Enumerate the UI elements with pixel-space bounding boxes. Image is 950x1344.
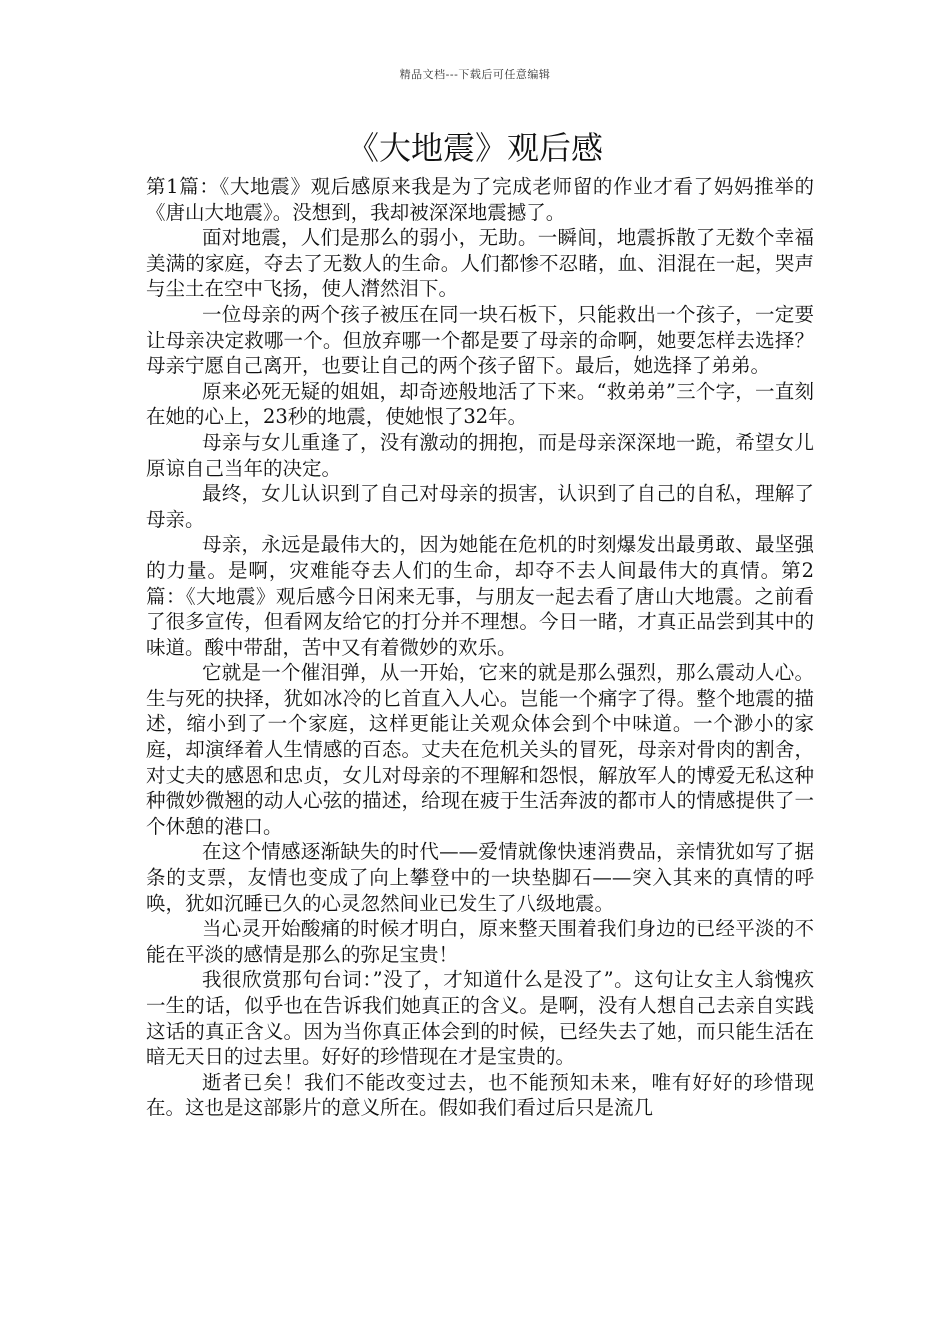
paragraph-10: 当心灵开始酸痛的时候才明白，原来整天围着我们身边的已经平淡的不能在平淡的感情是那么的弥足宝贵！ — [146, 917, 814, 966]
paragraph-1: 第1篇：《大地震》观后感原来我是为了完成老师留的作业才看了妈妈推举的《唐山大地震》。没想到，我却被深深地震撼了。 — [146, 175, 814, 224]
document-body — [146, 174, 814, 1121]
document-title: 《大地震》观后感 — [346, 129, 603, 167]
paragraph-12: 逝者已矣！我们不能改变过去，也不能预知未来，唯有好好的珍惜现在。这也是这部影片的意义所在。假如我们看过后只是流几 — [146, 1070, 814, 1120]
paragraph-7: 母亲，永远是最伟大的，因为她能在危机的时刻爆发出最勇敢、最坚强的力量。是啊，灾难能夺去人们的生命，却夺不去人间最伟大的真情。第2篇：《大地震》观后感今日闲来无事，与朋友一起去看了唐山大地震。之前看了很多宣传，但看网友给它的打分并不理想。今日一睹，才真正品尝到其中的味道。酸中带甜，苦中又有着微妙的欢乐。 — [146, 533, 814, 659]
paragraph-6: 最终，女儿认识到了自己对母亲的损害，认识到了自己的自私，理解了母亲。 — [146, 482, 814, 531]
paragraph-8: 它就是一个催泪弹，从一开始，它来的就是那么强烈，那么震动人心。生与死的抉择，犹如冰冷的匕首直入人心。岂能一个痛字了得。整个地震的描述，缩小到了一个家庭，这样更能让关观众体会到个中味道。一个渺小的家庭，却演绎着人生情感的百态。丈夫在危机关头的冒死，母亲对骨肉的割舍，对丈夫的感恩和忠贞，女儿对母亲的不理解和怨恨，解放军人的博爱无私这种种微妙微翘的动人心弦的描述，给现在疲于生活奔波的都市人的情感提供了一个休憩的港口。 — [146, 661, 814, 838]
paragraph-5: 母亲与女儿重逢了，没有激动的拥抱，而是母亲深深地一跪，希望女儿原谅自己当年的决定。 — [146, 430, 814, 480]
paragraph-2: 面对地震，人们是那么的弱小，无助。一瞬间，地震拆散了无数个幸福美满的家庭，夺去了无数人的生命。人们都惨不忍睹，血、泪混在一起，哭声与尘土在空中飞扬，使人潸然泪下。 — [146, 226, 814, 301]
paragraph-11: 我很欣赏那句台词：”没了，才知道什么是没了”。这句让女主人翁愧疚一生的话，似乎也在告诉我们她真正的含义。是啊，没有人想自己去亲自实践这话的真正含义。因为当你真正体会到的时候，已经失去了她，而只能生活在暗无天日的过去里。好好的珍惜现在才是宝贵的。 — [146, 968, 814, 1069]
header-note: 精品文档---下载后可任意编辑 — [399, 68, 551, 81]
paragraph-3: 一位母亲的两个孩子被压在同一块石板下，只能救出一个孩子，一定要让母亲决定救哪一个。但放弃哪一个都是要了母亲的命啊，她要怎样去选择？母亲宁愿自己离开，也要让自己的两个孩子留下。最后，她选择了弟弟。 — [146, 302, 814, 378]
paragraph-9: 在这个情感逐渐缺失的时代——爱情就像快速消费品，亲情犹如写了据条的支票，友情也变成了向上攀登中的一块垫脚石——突入其来的真情的呼唤，犹如沉睡已久的心灵忽然间业已发生了八级地震。 — [146, 840, 814, 915]
paragraph-4: 原来必死无疑的姐姐，却奇迹般地活了下来。“救弟弟”三个字，一直刻在她的心上，23秒的地震，使她恨了32年。 — [146, 379, 814, 429]
